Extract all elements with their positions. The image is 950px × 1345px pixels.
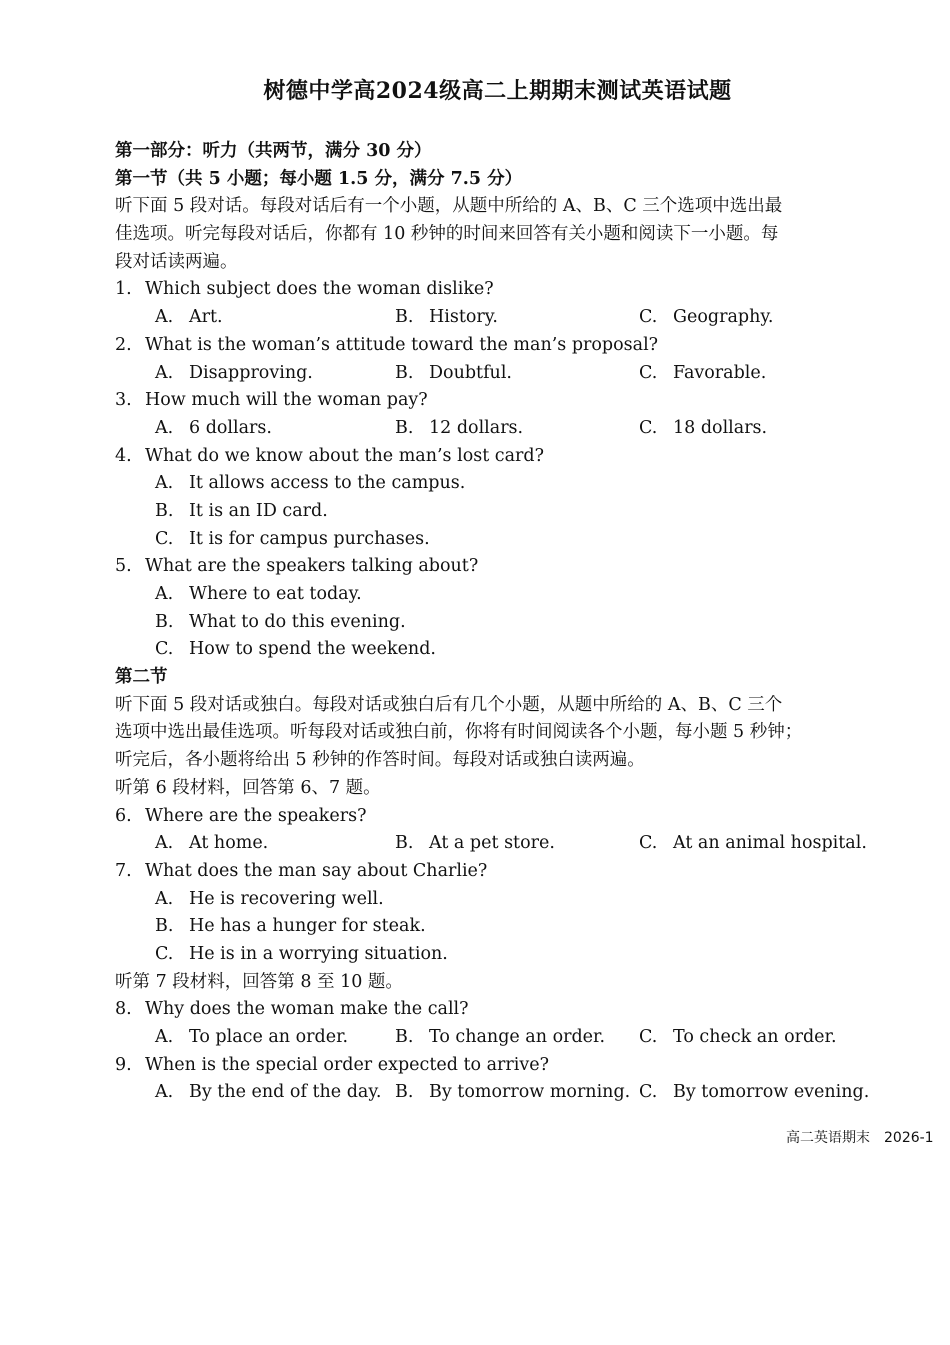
question-text: What is the woman’s attitude toward the man’s proposal?: [145, 334, 659, 355]
section2-heading: 第二节: [115, 667, 168, 688]
section1-heading: 第一节（共 5 小题；每小题 1.5 分，满分 7.5 分）: [115, 168, 523, 189]
question-number: 2.: [115, 334, 132, 355]
option-a: A. By the end of the day.: [155, 1082, 382, 1103]
question-5: [115, 553, 890, 581]
option-a: A. Art.: [155, 307, 223, 328]
question-1-options: [115, 304, 890, 332]
exam-content: [115, 138, 890, 1107]
option-a: A. He is recovering well.: [155, 888, 384, 909]
question-3-options: [115, 415, 890, 443]
option-c: C. Favorable.: [639, 362, 767, 383]
option-c: C. How to spend the weekend.: [155, 639, 436, 660]
option-c: C. It is for campus purchases.: [155, 528, 430, 549]
question-number: 1.: [115, 279, 132, 300]
option-a: A. At home.: [155, 833, 269, 854]
question-6: [115, 803, 890, 831]
question-number: 6.: [115, 805, 132, 826]
option-a: A. Where to eat today.: [155, 584, 362, 604]
question-text: Where are the speakers?: [145, 805, 367, 826]
question-9: [115, 1052, 890, 1080]
page-footer: [786, 1127, 934, 1147]
option-c: C. By tomorrow evening.: [639, 1082, 870, 1103]
option-b: B. Doubtful.: [395, 362, 512, 383]
option-c: C. Geography.: [639, 307, 774, 328]
question-text: How much will the woman pay?: [145, 390, 428, 411]
option-a: A. Disapproving.: [155, 362, 313, 383]
instruction-line: 听完后，各小题将给出 5 秒钟的作答时间。每段对话或独白读两遍。: [115, 750, 645, 771]
option-c: C. At an animal hospital.: [639, 833, 867, 854]
question-8-options: [115, 1024, 890, 1052]
question-text: When is the special order expected to arrive?: [145, 1054, 549, 1075]
option-c: C. He is in a worrying situation.: [155, 943, 448, 964]
question-7: [115, 858, 890, 886]
question-text: What do we know about the man’s lost card?: [145, 445, 544, 466]
option-c: C. 18 dollars.: [639, 417, 768, 438]
question-number: 8.: [115, 999, 132, 1020]
question-9-options: [115, 1079, 890, 1107]
question-8: [115, 996, 890, 1024]
option-b: B. To change an order.: [395, 1027, 606, 1047]
material-7-instruction: 听第 7 段材料，回答第 8 至 10 题。: [115, 971, 403, 992]
question-text: What are the speakers talking about?: [145, 556, 479, 577]
instruction-line: 选项中选出最佳选项。听每段对话或独白前，你将有时间阅读各个小题，每小题 5 秒钟；: [115, 722, 803, 743]
question-number: 5.: [115, 556, 132, 577]
question-6-options: [115, 830, 890, 858]
option-b: B. What to do this evening.: [155, 611, 406, 632]
footer-code: 2026-1: [884, 1130, 934, 1146]
question-text: What does the man say about Charlie?: [145, 860, 488, 881]
option-a: A. It allows access to the campus.: [155, 473, 466, 494]
option-b: B. It is an ID card.: [155, 500, 328, 521]
question-text: Why does the woman make the call?: [145, 999, 469, 1020]
instruction-line: 佳选项。听完每段对话后，你都有 10 秒钟的时间来回答有关小题和阅读下一小题。每: [115, 224, 779, 245]
instruction-line: 听下面 5 段对话。每段对话后有一个小题，从题中所给的 A、B、C 三个选项中选出最: [115, 196, 783, 217]
question-number: 9.: [115, 1054, 132, 1075]
section2-instructions: [115, 692, 890, 775]
question-number: 3.: [115, 390, 132, 411]
option-b: B. By tomorrow morning.: [395, 1082, 631, 1103]
question-number: 4.: [115, 445, 132, 466]
option-a: A. 6 dollars.: [155, 417, 272, 438]
material-6-instruction: 听第 6 段材料，回答第 6、7 题。: [115, 777, 381, 798]
question-3: [115, 387, 890, 415]
option-a: A. To place an order.: [155, 1027, 349, 1047]
question-number: 7.: [115, 860, 132, 881]
question-1: [115, 276, 890, 304]
option-b: B. 12 dollars.: [395, 417, 524, 438]
question-2: [115, 332, 890, 360]
option-b: B. At a pet store.: [395, 833, 555, 854]
question-2-options: [115, 360, 890, 388]
instruction-line: 段对话读两遍。: [115, 251, 238, 272]
part1-heading: 第一部分：听力（共两节，满分 30 分）: [115, 141, 432, 161]
instruction-line: 听下面 5 段对话或独白。每段对话或独白后有几个小题，从题中所给的 A、B、C 三个: [115, 694, 783, 715]
footer-label: 高二英语期末: [786, 1130, 870, 1146]
question-text: Which subject does the woman dislike?: [145, 279, 494, 300]
exam-title: 树德中学高2024级高二上期期末测试英语试题: [263, 78, 732, 104]
question-4: [115, 443, 890, 471]
option-c: C. To check an order.: [639, 1027, 837, 1047]
section1-instructions: [115, 193, 890, 276]
option-b: B. History.: [395, 307, 498, 328]
option-b: B. He has a hunger for steak.: [155, 916, 426, 937]
